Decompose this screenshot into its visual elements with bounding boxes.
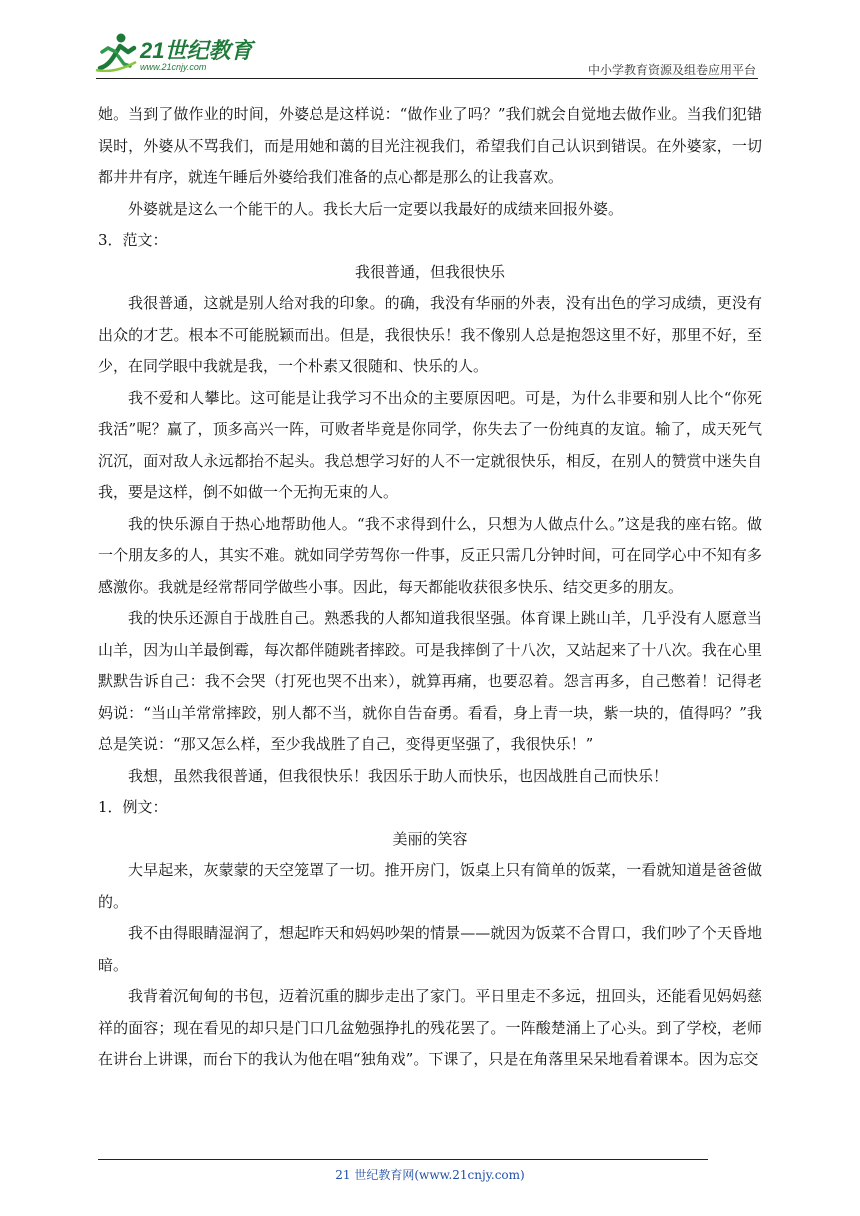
- paragraph: 我不由得眼睛湿润了，想起昨天和妈妈吵架的情景——就因为饭菜不合胃口，我们吵了个天昏地暗。: [98, 924, 762, 974]
- section-label: 3．范文：: [98, 231, 168, 249]
- paragraph: 外婆就是这么一个能干的人。我长大后一定要以我最好的成绩来回报外婆。: [128, 199, 624, 218]
- paragraph: 她。当到了做作业的时间，外婆总是这样说：“做作业了吗？”我们就会自觉地去做作业。当我们犯错误时，外婆从不骂我们，而是用她和蔼的目光注视我们，希望我们自己认识到错误。在外婆家，一切都井井有序，就连午睡后外婆给我们准备的点心都是那么的让我喜欢。: [98, 105, 762, 186]
- paragraph: 我背着沉甸甸的书包，迈着沉重的脚步走出了家门。平日里走不多远，扭回头，还能看见妈妈慈祥的面容；现在看见的却只是门口几盆勉强挣扎的残花罢了。一阵酸楚涌上了心头。到了学校，老师在讲台上讲课，而台下的我认为他在唱“独角戏”。下课了，只是在角落里呆呆地看着课本。因为忘交: [98, 987, 762, 1068]
- logo-url: www.21cnjy.com: [140, 62, 207, 72]
- footer-link[interactable]: 21 世纪教育网(www.21cnjy.com): [335, 1168, 525, 1182]
- paragraph: 我的快乐还源自于战胜自己。熟悉我的人都知道我很坚强。体育课上跳山羊，几乎没有人愿意当山羊，因为山羊最倒霉，每次都伴随跳者摔跤。可是我摔倒了十八次，又站起来了十八次。我在心里默默告诉自己：我不会哭（打死也哭不出来），就算再痛，也要忍着。怨言再多，自己憋着！记得老妈说：“当山羊常常摔跤，别人都不当，就你自告奋勇。看看，身上青一块，紫一块的，值得吗？”我总是笑说：“那又怎么样，至少我战胜了自己，变得更坚强了，我很快乐！”: [98, 609, 762, 753]
- footer-divider: [98, 1159, 708, 1160]
- document-body: [98, 99, 762, 1076]
- section-label: 1．例文：: [98, 798, 168, 816]
- logo-text: 21世纪教育: [140, 38, 253, 63]
- paragraph: 我的快乐源自于热心地帮助他人。“我不求得到什么，只想为人做点什么。”这是我的座右铭。做一个朋友多的人，其实不难。就如同学劳驾你一件事，反正只需几分钟时间，可在同学心中不知有多感激你。我就是经常帮同学做些小事。因此，每天都能收获很多快乐、结交更多的朋友。: [98, 514, 762, 596]
- paragraph: 我很普通，这就是别人给对我的印象。的确，我没有华丽的外表，没有出色的学习成绩，更没有出众的才艺。根本不可能脱颖而出。但是，我很快乐！我不像别人总是抱怨这里不好，那里不好，至少，在同学眼中我就是我，一个朴素又很随和、快乐的人。: [98, 294, 762, 375]
- essay-title: 美丽的笑容: [392, 829, 468, 848]
- paragraph: 大早起来，灰蒙蒙的天空笼罩了一切。推开房门，饭桌上只有简单的饭菜，一看就知道是爸爸做的。: [98, 861, 762, 911]
- runner-logo-icon: [94, 32, 138, 72]
- site-logo[interactable]: [94, 32, 264, 78]
- essay-title: 我很普通，但我很快乐: [354, 262, 505, 281]
- paragraph: 我想，虽然我很普通，但我很快乐！我因乐于助人而快乐，也因战胜自己而快乐！: [128, 766, 669, 785]
- platform-label: 中小学教育资源及组卷应用平台: [587, 63, 756, 77]
- page-header: [0, 0, 860, 86]
- paragraph: 我不爱和人攀比。这可能是让我学习不出众的主要原因吧。可是，为什么非要和别人比个“你死我活”呢？赢了，顶多高兴一阵，可败者毕竟是你同学，你失去了一份纯真的友谊。输了，成天死气沉沉，面对敌人永远都抬不起头。我总想学习好的人不一定就很快乐，相反，在别人的赞赏中迷失自我，要是这样，倒不如做一个无拘无束的人。: [98, 388, 762, 501]
- header-divider: [96, 78, 758, 79]
